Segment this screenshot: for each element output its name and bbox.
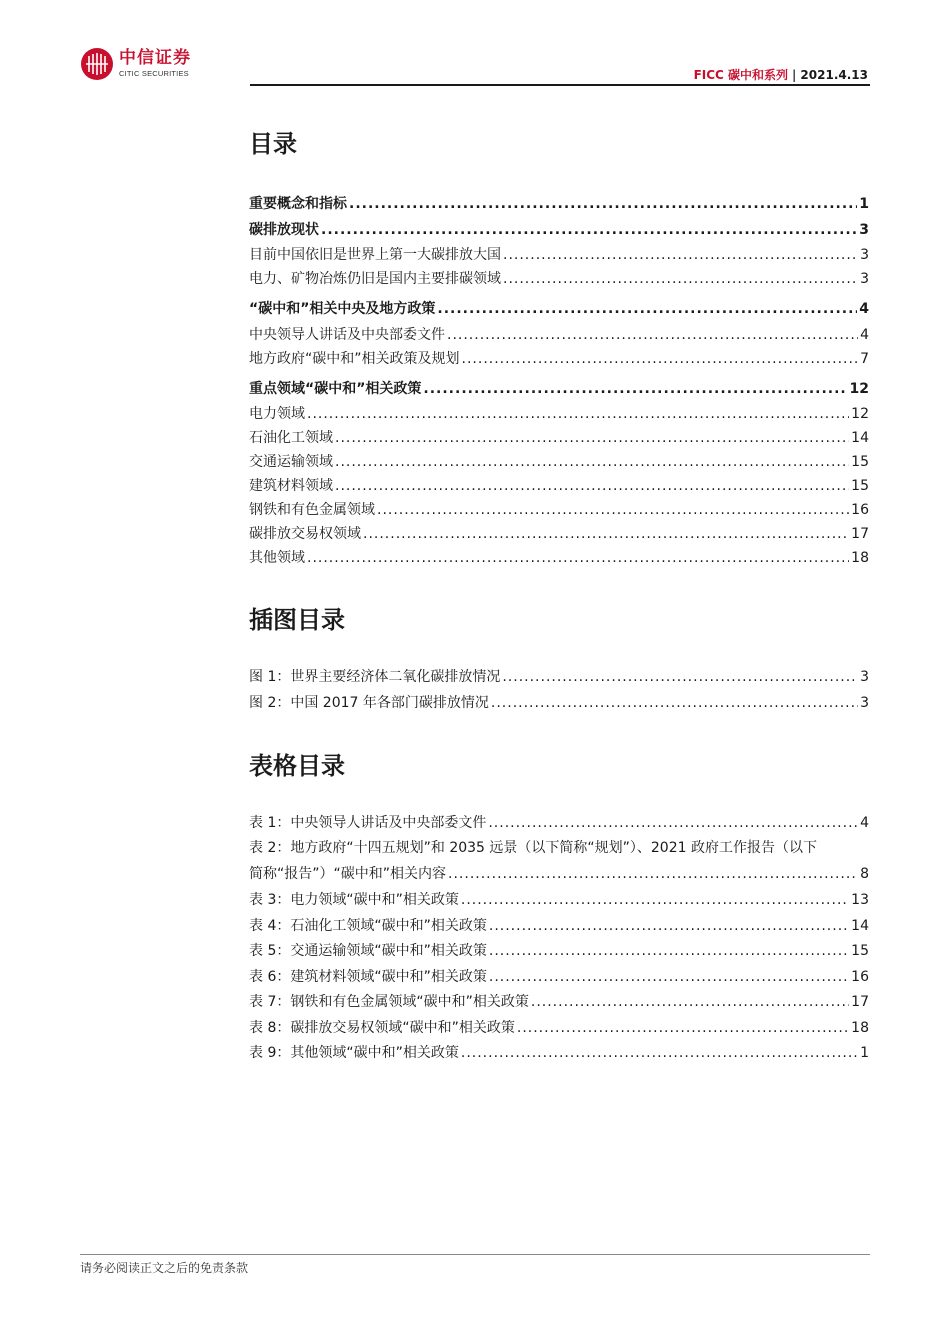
toc-entry-label: 表 3：电力领域“碳中和”相关政策 (249, 892, 459, 908)
toc-leader-dots (321, 222, 857, 238)
toc-page-number: 3 (860, 271, 869, 287)
toc-entry-13[interactable] (249, 499, 869, 519)
toc-entry-label: 目前中国依旧是世界上第一大碳排放大国 (249, 247, 501, 263)
toc-entry-label: 图 2：中国 2017 年各部门碳排放情况 (249, 695, 489, 711)
toc-entry-label: 表 7：钢铁和有色金属领域“碳中和”相关政策 (249, 994, 529, 1010)
footer-divider (80, 1254, 870, 1255)
toc-entry-7[interactable] (249, 348, 869, 368)
report-series: FICC 碳中和系列 (693, 68, 789, 82)
toc-page-number: 1 (859, 196, 869, 212)
toc-page-number: 3 (860, 695, 869, 711)
toc-page-number: 4 (860, 815, 869, 831)
toc-entry-label: 建筑材料领域 (249, 478, 333, 494)
toc-entry-label: “碳中和”相关中央及地方政策 (249, 301, 436, 317)
toc-entry-10[interactable] (249, 427, 869, 447)
toc-leader-dots (489, 918, 849, 934)
header-divider (250, 84, 870, 86)
contents-title: 目录 (249, 130, 297, 158)
toc-entry-label: 表 5：交通运输领域“碳中和”相关政策 (249, 943, 487, 959)
toc-page-number: 3 (860, 669, 869, 685)
toc-leader-dots (488, 815, 858, 831)
toc-entry-figure-2[interactable] (249, 692, 869, 712)
toc-leader-dots (461, 1045, 858, 1061)
toc-entry-14[interactable] (249, 523, 869, 543)
toc-page-number: 15 (851, 478, 869, 494)
toc-page-number: 1 (860, 1045, 869, 1061)
toc-page-number: 7 (860, 351, 869, 367)
toc-entry-label: 图 1：世界主要经济体二氧化碳排放情况 (249, 669, 501, 685)
toc-entry-table-2[interactable] (249, 863, 869, 883)
toc-leader-dots (489, 943, 849, 959)
citic-logo-icon (80, 47, 114, 81)
toc-leader-dots (448, 866, 858, 882)
toc-page-number: 3 (860, 247, 869, 263)
toc-entry-8[interactable] (249, 378, 869, 398)
citic-logo (80, 47, 191, 81)
toc-page-number: 17 (851, 994, 869, 1010)
toc-entry-label: 电力领域 (249, 406, 305, 422)
toc-entry-table-rest-3[interactable] (249, 940, 869, 960)
toc-leader-dots (503, 247, 858, 263)
toc-leader-dots (503, 271, 858, 287)
toc-entry-figure-1[interactable] (249, 666, 869, 686)
toc-entry-2[interactable] (249, 219, 869, 239)
toc-entry-9[interactable] (249, 403, 869, 423)
toc-entry-label: 表 1：中央领导人讲话及中央部委文件 (249, 815, 487, 831)
toc-leader-dots (335, 478, 849, 494)
toc-entry-15[interactable] (249, 547, 869, 567)
toc-leader-dots (531, 994, 849, 1010)
toc-leader-dots (462, 351, 859, 367)
tables-title: 表格目录 (249, 752, 345, 780)
toc-entry-3[interactable] (249, 244, 869, 264)
logo-chinese-name: 中信证券 (119, 48, 191, 69)
toc-entry-table-rest-7[interactable] (249, 1042, 869, 1062)
toc-entry-label: 表 9：其他领域“碳中和”相关政策 (249, 1045, 459, 1061)
logo-english-name: CITIC SECURITIES (119, 69, 189, 79)
toc-entry-table-rest-1[interactable] (249, 889, 869, 909)
toc-page-number: 12 (849, 381, 869, 397)
toc-page-number: 3 (859, 222, 869, 238)
toc-entry-table-rest-6[interactable] (249, 1017, 869, 1037)
toc-leader-dots (517, 1020, 849, 1036)
report-date: 2021.4.13 (800, 68, 868, 82)
toc-entry-6[interactable] (249, 324, 869, 344)
toc-page-number: 18 (851, 1019, 869, 1036)
toc-entry-table-2-line-1[interactable]: 表 2：地方政府“十四五规划”和 2035 远景（以下简称“规划”）、2021 政府工作报告（以下 (249, 840, 817, 856)
toc-entry-table-rest-2[interactable] (249, 915, 869, 935)
toc-page-number: 13 (851, 892, 869, 908)
toc-entry-label: 石油化工领域 (249, 430, 333, 446)
header-separator: | (792, 68, 797, 82)
toc-leader-dots (335, 454, 849, 470)
toc-page-number: 4 (859, 301, 869, 317)
toc-leader-dots (491, 695, 858, 711)
toc-entry-label: 简称“报告”）“碳中和”相关内容 (249, 866, 447, 882)
toc-entry-1[interactable] (249, 193, 869, 213)
toc-page-number: 4 (860, 327, 869, 343)
figures-title: 插图目录 (249, 606, 345, 634)
toc-leader-dots (363, 526, 849, 542)
toc-entry-label: 地方政府“碳中和”相关政策及规划 (249, 351, 460, 367)
toc-entry-11[interactable] (249, 451, 869, 471)
toc-page-number: 14 (851, 430, 869, 446)
toc-entry-label: 交通运输领域 (249, 454, 333, 470)
toc-entry-table-rest-5[interactable] (249, 991, 869, 1011)
toc-page-number: 8 (860, 866, 869, 882)
toc-entry-table-rest-4[interactable] (249, 966, 869, 986)
toc-entry-label: 表 6：建筑材料领域“碳中和”相关政策 (249, 968, 487, 985)
toc-entry-label: 钢铁和有色金属领域 (249, 502, 375, 518)
toc-entry-label: 表 4：石油化工领域“碳中和”相关政策 (249, 917, 487, 934)
footer-disclaimer: 请务必阅读正文之后的免责条款 (80, 1261, 249, 1275)
toc-page-number: 15 (851, 943, 869, 959)
toc-page-number: 14 (851, 917, 869, 934)
toc-leader-dots (502, 669, 858, 685)
toc-page-number: 16 (851, 502, 869, 518)
toc-leader-dots (349, 196, 857, 212)
toc-leader-dots (307, 550, 849, 566)
toc-leader-dots (489, 969, 849, 985)
report-header-info (694, 66, 868, 83)
toc-leader-dots (461, 892, 849, 908)
toc-page-number: 12 (851, 406, 869, 422)
toc-leader-dots (377, 502, 849, 518)
toc-page-number: 18 (851, 550, 869, 566)
toc-entry-4[interactable] (249, 268, 869, 288)
toc-entry-label: 其他领域 (249, 550, 305, 566)
toc-page-number: 15 (851, 454, 869, 470)
toc-leader-dots (423, 381, 847, 397)
toc-entry-label: 重要概念和指标 (249, 196, 347, 212)
toc-page-number: 16 (851, 968, 869, 985)
toc-entry-label: 碳排放交易权领域 (249, 526, 361, 542)
toc-leader-dots (447, 327, 858, 343)
toc-entry-5[interactable] (249, 298, 869, 318)
toc-leader-dots (335, 430, 849, 446)
toc-leader-dots (307, 406, 849, 422)
toc-entry-label: 中央领导人讲话及中央部委文件 (249, 327, 445, 343)
toc-entry-label: 重点领域“碳中和”相关政策 (249, 381, 422, 397)
toc-entry-label: 表 8：碳排放交易权领域“碳中和”相关政策 (249, 1019, 515, 1036)
toc-entry-table-1[interactable] (249, 812, 869, 832)
toc-leader-dots (437, 301, 857, 317)
toc-entry-label: 电力、矿物冶炼仍旧是国内主要排碳领域 (249, 271, 501, 287)
toc-entry-label: 碳排放现状 (249, 222, 319, 238)
toc-entry-12[interactable] (249, 475, 869, 495)
toc-page-number: 17 (851, 526, 869, 542)
